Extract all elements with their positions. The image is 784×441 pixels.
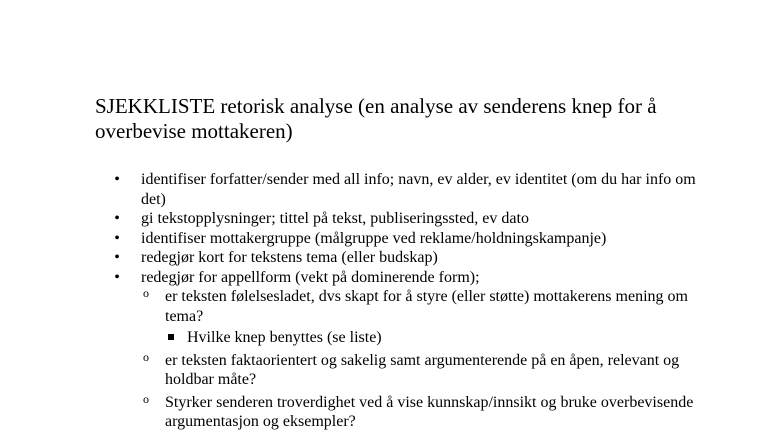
circle-bullet-icon: o xyxy=(143,391,149,406)
circle-bullet-icon: o xyxy=(143,286,149,300)
sub-sub-list-item-text: Hvilke knep benyttes (se liste) xyxy=(187,329,382,346)
sub-list-item xyxy=(141,287,702,348)
list-item xyxy=(112,248,702,268)
list-item xyxy=(112,268,702,432)
square-bullet-icon xyxy=(168,334,174,340)
sub-list-item-text: er teksten faktaorientert og sakelig samt argumenterende på en åpen, relevant og holdbar måte? xyxy=(165,351,680,388)
list-item xyxy=(112,229,702,249)
document-title: SJEKKLISTE retorisk analyse (en analyse av senderens knep for å overbevise mottakeren) xyxy=(95,94,657,143)
list-item-text: redegjør for appellform (vekt på dominerende form); xyxy=(141,268,480,286)
list-item-text: identifiser forfatter/sender med all info; navn, ev alder, ev identitet (om du har info om det) xyxy=(141,171,696,208)
list-item-text: redegjør kort for tekstens tema (eller budskap) xyxy=(141,249,438,266)
bullet-icon: • xyxy=(114,171,120,188)
circle-bullet-icon: o xyxy=(143,349,149,364)
sub-list-item xyxy=(141,393,702,432)
bullet-icon: • xyxy=(114,210,120,227)
list-item-text: gi tekstopplysninger; tittel på tekst, publiseringssted, ev dato xyxy=(141,210,529,227)
list-item xyxy=(112,209,702,229)
sub-sub-list-item xyxy=(165,328,702,348)
list-item xyxy=(112,170,702,209)
checklist xyxy=(112,170,702,435)
bullet-icon: • xyxy=(114,249,120,266)
sub-list-item-text: Styrker senderen troverdighet ved å vise kunnskap/innsikt og bruke overbevisende argumentasjon og eksempler? xyxy=(165,393,694,430)
list-item-text: identifiser mottakergruppe (målgruppe ved reklame/holdningskampanje) xyxy=(141,229,607,247)
sub-list xyxy=(141,287,702,432)
sub-list-item-text: er teksten følelsesladet, dvs skapt for å styre (eller støtte) mottakerens mening om tema? xyxy=(165,288,688,325)
sub-list-item xyxy=(141,351,702,390)
bullet-icon: • xyxy=(114,268,120,286)
sub-sub-list xyxy=(165,328,702,348)
bullet-icon: • xyxy=(114,229,120,247)
